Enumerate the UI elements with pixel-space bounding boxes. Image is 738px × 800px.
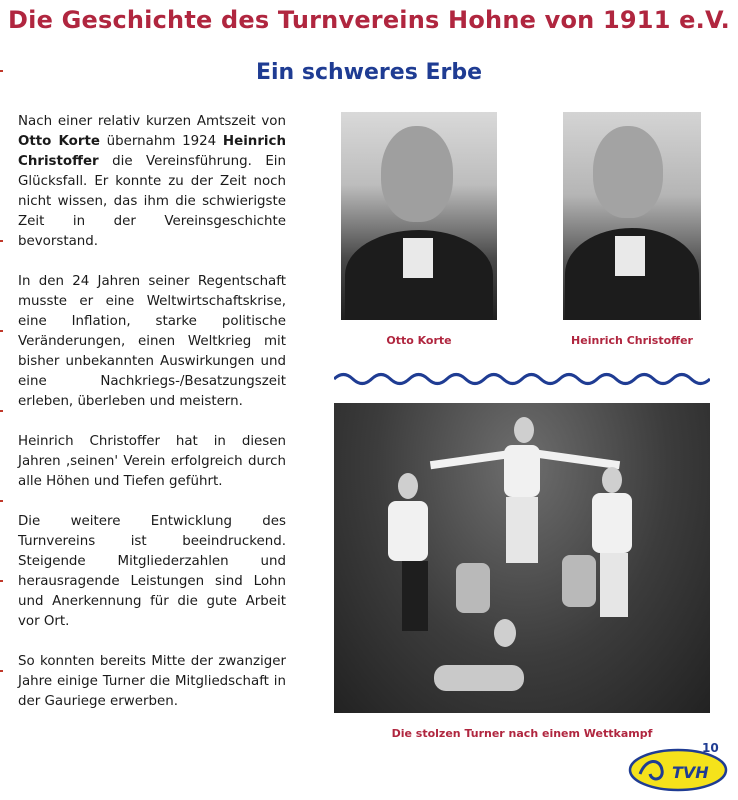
gymnast-head xyxy=(398,473,418,499)
paragraph-3: Heinrich Christoffer hat in diesen Jahren ‚seinen' Verein erfolgreich durch alle Höhen und Tiefen geführt. xyxy=(18,434,286,489)
portrait-heinrich-christoffer xyxy=(563,112,701,320)
page-number: 10 xyxy=(702,741,719,755)
tvh-logo xyxy=(626,740,730,792)
wave-divider xyxy=(334,370,710,388)
page-subtitle: Ein schweres Erbe xyxy=(255,60,482,85)
margin-mark xyxy=(0,330,3,332)
text-run: übernahm 1924 xyxy=(99,134,223,149)
caption-group-photo: Die stolzen Turner nach einem Wettkampf xyxy=(391,727,653,740)
gymnast-legs xyxy=(402,561,428,631)
group-photo-gymnasts xyxy=(334,403,710,713)
paragraph-5: So konnten bereits Mitte der zwanziger Jahre einige Turner die Mitgliedschaft in der Gauriege erwerben. xyxy=(18,654,286,709)
portrait-head xyxy=(593,126,663,218)
gymnast-legs xyxy=(600,553,628,617)
caption-heinrich-christoffer: Heinrich Christoffer xyxy=(571,334,693,347)
gymnast-head xyxy=(602,467,622,493)
caption-otto-korte: Otto Korte xyxy=(386,334,452,347)
paragraph-1 xyxy=(18,112,286,252)
text-run: Nach einer relativ kurzen Amtszeit von xyxy=(18,114,286,129)
margin-mark xyxy=(0,410,3,412)
margin-mark xyxy=(0,580,3,582)
logo-text: TVH xyxy=(672,763,709,782)
gymnast-reclining xyxy=(434,665,524,691)
gymnast-head xyxy=(514,417,534,443)
portrait-collar xyxy=(615,236,645,276)
paragraph-4: Die weitere Entwicklung des Turnvereins ist beeindruckend. Steigende Mitgliederzahlen und herausragende Leistungen sind Lohn und Anerkennung für die gute Arbeit vor Ort. xyxy=(18,514,286,629)
gymnast-left xyxy=(388,501,428,561)
margin-mark xyxy=(0,500,3,502)
gymnast-kneeling-left xyxy=(456,563,490,613)
gymnast-kneeling-right xyxy=(562,555,596,607)
paragraph-2: In den 24 Jahren seiner Regentschaft musste er eine Weltwirtschaftskrise, eine Inflation, starke politische Veränderungen, einen Weltkrieg mit bisher unbekannten Auswirkungen und eine Nachkriegs-/Besatzungszeit erleben, überleben und meistern. xyxy=(18,274,286,409)
name-heinrich-christoffer: Heinrich Christoffer xyxy=(18,134,286,169)
portrait-otto-korte xyxy=(341,112,497,320)
name-otto-korte: Otto Korte xyxy=(18,134,100,149)
text-run: die Vereinsführung. Ein Glücksfall. Er konnte zu der Zeit noch nicht wissen, das ihm die schwierigste Zeit in der Vereinsgeschichte bevorstand. xyxy=(18,154,286,249)
portrait-collar xyxy=(403,238,433,278)
article-text xyxy=(18,112,286,732)
portrait-head xyxy=(381,126,453,222)
gymnast-head xyxy=(494,619,516,647)
gymnast-legs xyxy=(506,497,538,563)
margin-mark xyxy=(0,240,3,242)
margin-mark xyxy=(0,670,3,672)
page-title: Die Geschichte des Turnvereins Hohne von 1911 e.V. xyxy=(8,6,730,34)
gymnast-arm xyxy=(530,449,620,469)
gymnast-right xyxy=(592,493,632,553)
